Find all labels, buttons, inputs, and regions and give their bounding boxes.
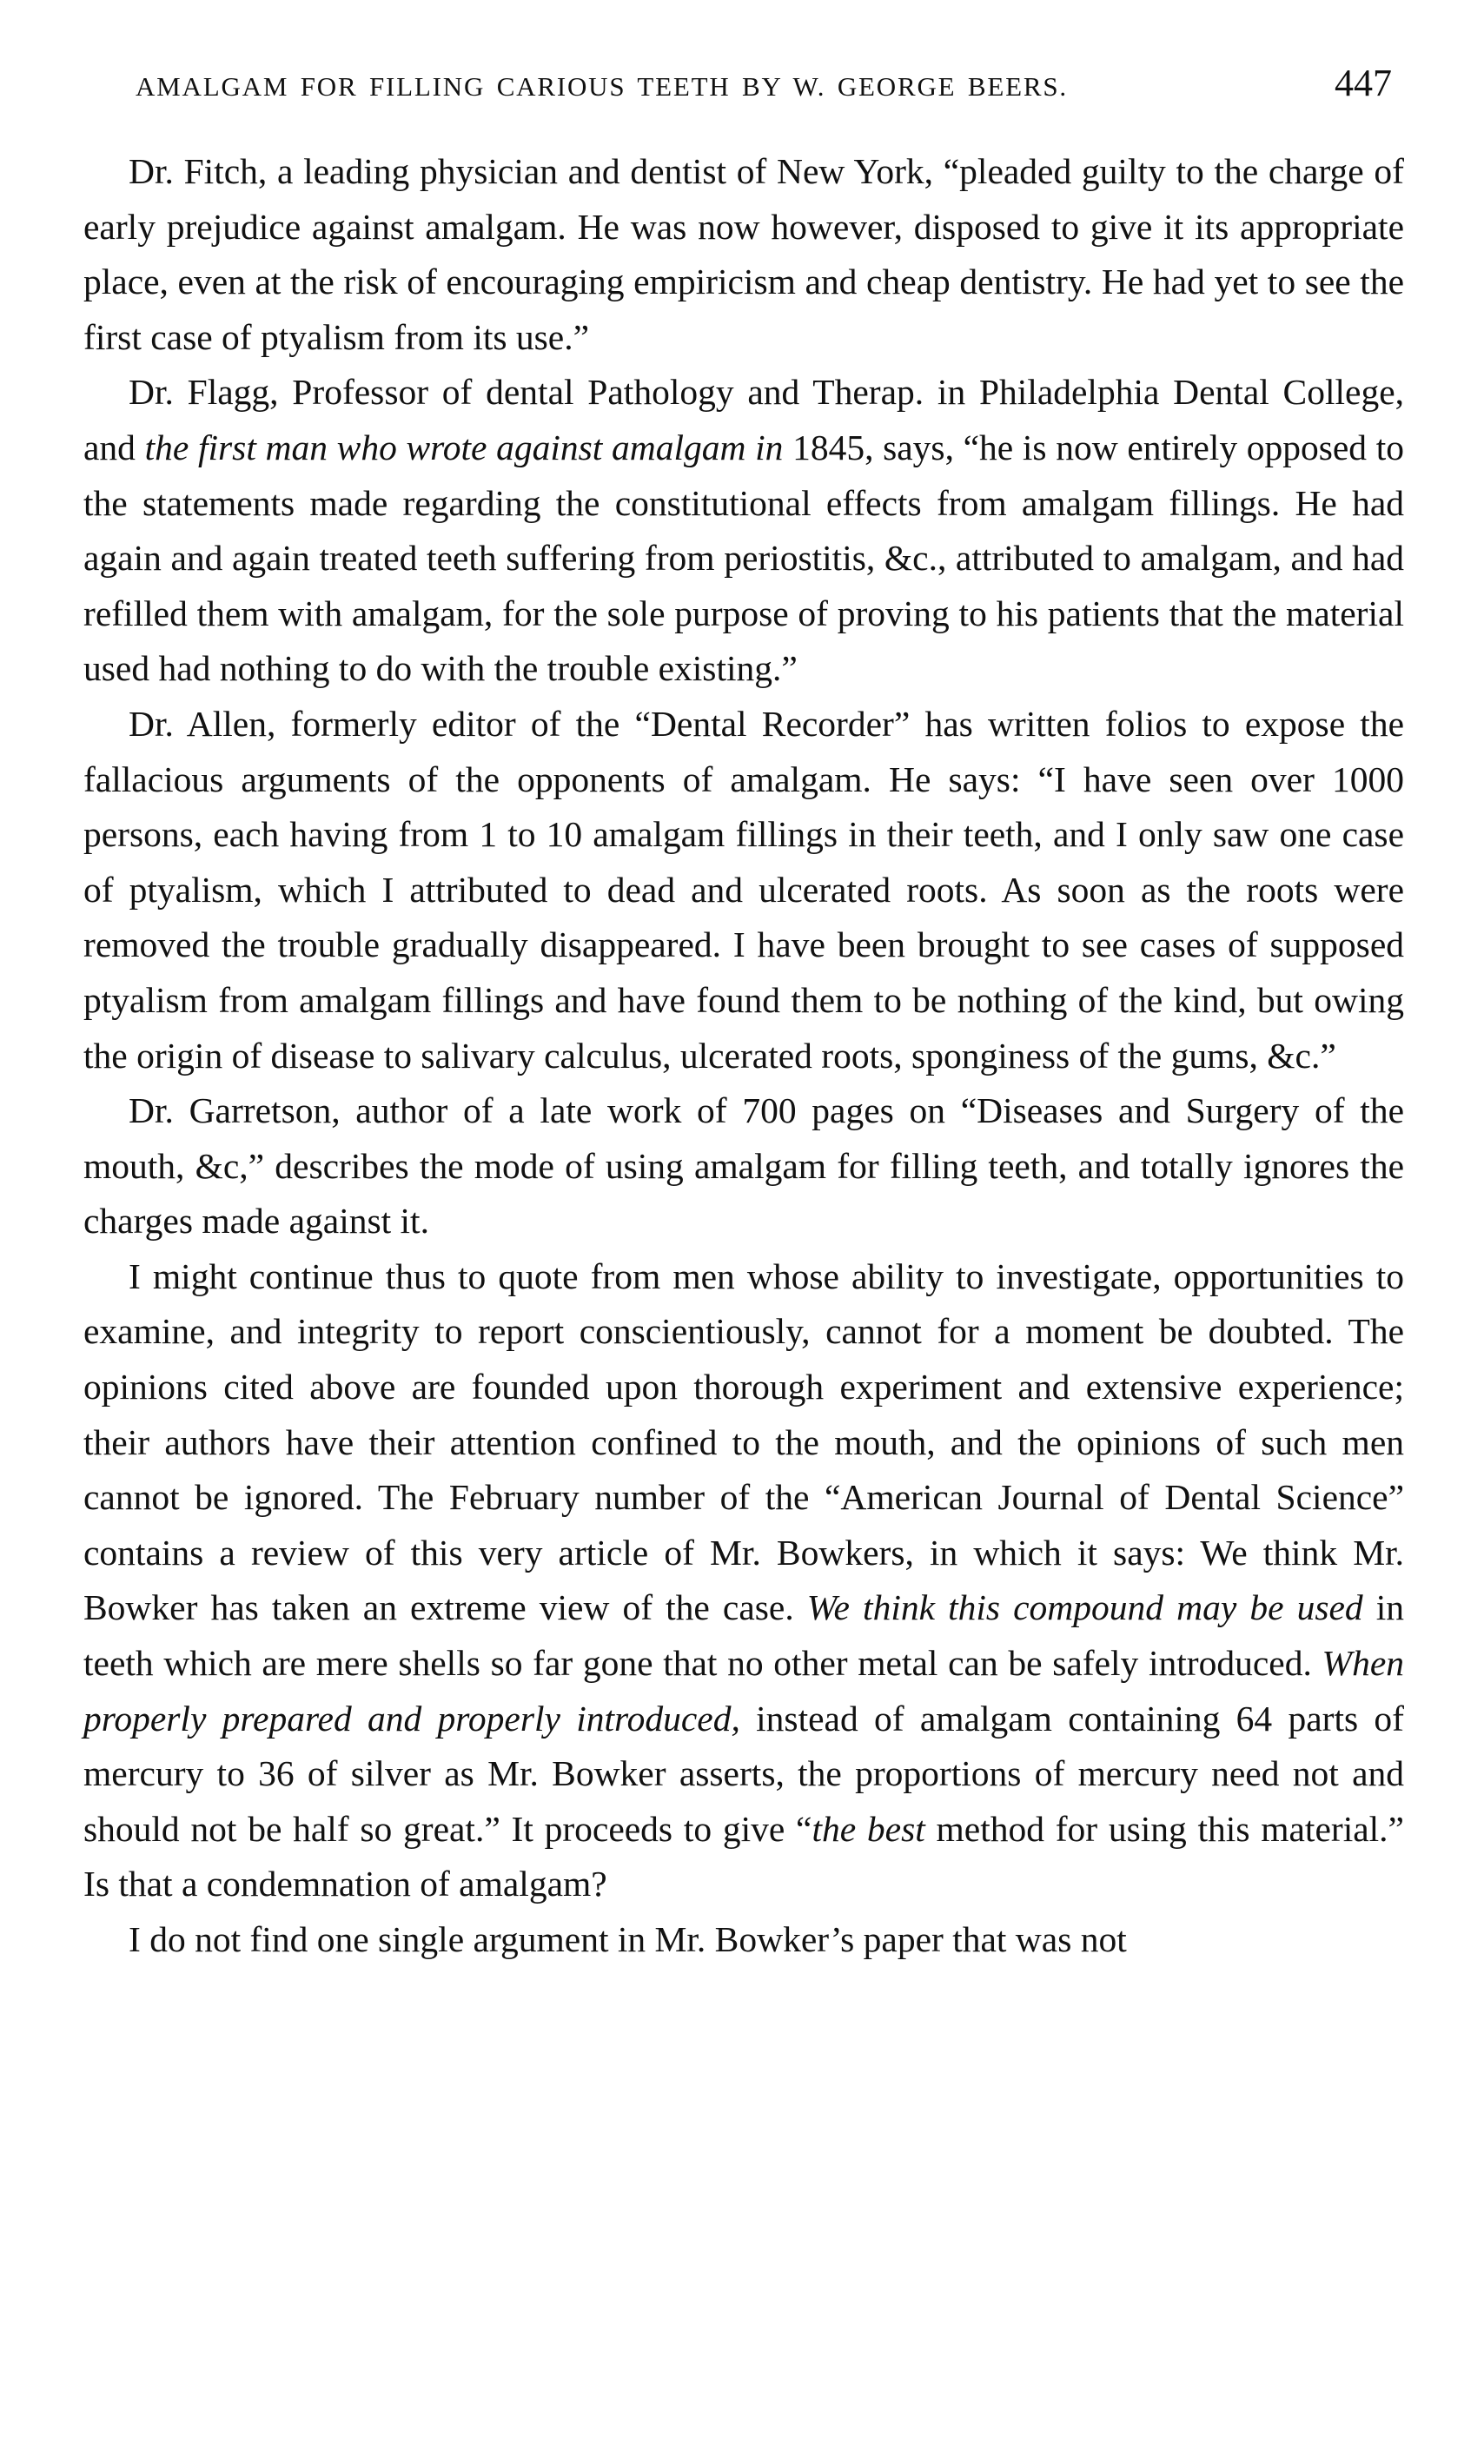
text-run: instead of amalgam containing 64 parts of mercury to 36 of silver as Mr. Bowker asserts, the proportions of mercury need not and should not be half so great.” It proceeds to give “ bbox=[83, 1698, 1404, 1849]
text-run: I might continue thus to quote from men whose ability to investigate, opportunities to examine, and integrity to report conscientiously, cannot for a moment be doubted. The opinions cited above are founded upon thorough experiment and extensive experience; their authors have their attention confined to the mouth, and the opinions of such men cannot be ignored. The February number of the “American Journal of Dental Science” contains a review of this very article of Mr. Bowkers, in which it says: We think Mr. Bowker has taken an extreme view of the case. bbox=[83, 1255, 1404, 1628]
italic-phrase: When properly prepared and properly introduced, bbox=[83, 1643, 1404, 1739]
paragraph-allen bbox=[83, 697, 1404, 1083]
text-run: method for using this material.” Is that a condemnation of amalgam? bbox=[83, 1808, 1404, 1904]
text-run: Dr. Flagg, Professor of dental Pathology and Therap. in Philadelphia Dental College, and bbox=[83, 372, 1404, 467]
text-run: in teeth which are mere shells so far gone that no other metal can be safely introduced. bbox=[83, 1587, 1404, 1684]
text-run: Dr. Garretson, author of a late work of 700 pages on “Diseases and Surgery of the mouth, &c,” describes the mode of using amalgam for filling teeth, and totally ignores the charges made against it. bbox=[83, 1090, 1404, 1242]
paragraph-author-continuation bbox=[83, 1249, 1404, 1912]
text-run: Dr. Fitch, a leading physician and dentist of New York, “pleaded guilty to the charge of early prejudice against amalgam. He was now however, disposed to give it its appropriate place, even at the risk of encouraging empiricism and cheap dentistry. He had yet to see the first case of ptyalism from its use.” bbox=[83, 151, 1404, 357]
italic-phrase: the first man who wrote against amalgam in bbox=[144, 427, 784, 467]
running-title: AMALGAM FOR FILLING CARIOUS TEETH BY W. GEORGE BEERS. bbox=[136, 71, 1068, 102]
paragraph-flagg bbox=[83, 365, 1404, 697]
italic-phrase: We think this compound may be used bbox=[806, 1587, 1363, 1628]
paragraph-garretson bbox=[83, 1083, 1404, 1249]
text-run: I do not find one single argument in Mr. Bowker’s paper that was not bbox=[129, 1919, 1127, 1959]
running-head bbox=[83, 61, 1404, 129]
paragraph-bowker-argument bbox=[83, 1912, 1404, 1968]
text-run: Dr. Allen, formerly editor of the “Dental Recorder” has written folios to expose the fallacious arguments of the opponents of amalgam. He says: “I have seen over 1000 persons, each having from 1 to 10 amalgam fillings in their teeth, and I only saw one case of ptyalism, which I attributed to dead and ulcerated roots. As soon as the roots were removed the trouble gradually disappeared. I have been brought to see cases of supposed ptyalism from amalgam fillings and have found them to be nothing of the kind, but owing the origin of disease to salivary calculus, ulcerated roots, sponginess of the gums, &c.” bbox=[83, 703, 1404, 1076]
page-number: 447 bbox=[1335, 62, 1392, 104]
text-run: 1845, says, “he is now entirely opposed to the statements made regarding the constitutional effects from amalgam fillings. He had again and again treated teeth suffering from periostitis, &c., attributed to amalgam, and had refilled them with amalgam, for the sole purpose of proving to his patients that the material used had nothing to do with the trouble existing.” bbox=[83, 427, 1404, 689]
italic-phrase: the best bbox=[812, 1808, 925, 1849]
body-text bbox=[83, 144, 1404, 1968]
paragraph-fitch bbox=[83, 144, 1404, 365]
